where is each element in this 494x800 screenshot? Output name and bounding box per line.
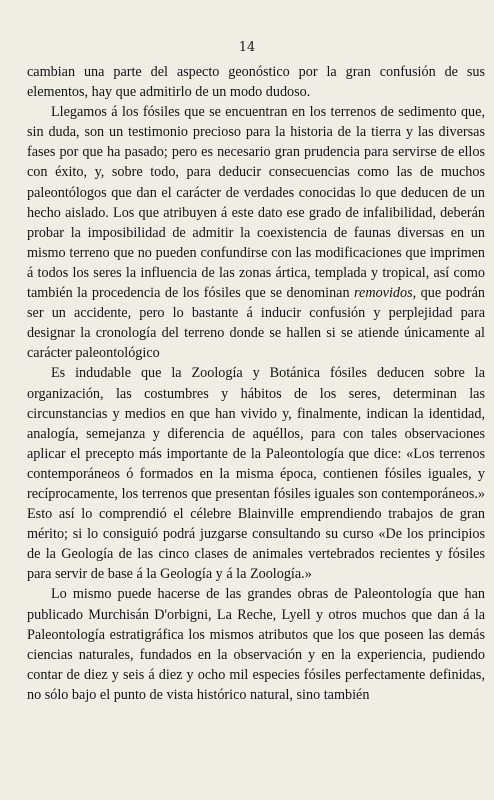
paragraph-3	[27, 363, 485, 584]
paragraph-1	[27, 62, 485, 102]
paragraph-3-text: Es indudable que la Zoología y Botánica fósiles deducen sobre la organización, las costumbres y hábitos de los seres, determinan las circunstancias y medios en que han vivido y, finalmente, indican la identidad, analogía, semejanza y diferencia de aquéllos, para con tales observaciones aplicar el precepto más importante de la Paleontología que dice: «Los terrenos contemporáneos ó formados en la misma época, contienen fósiles iguales, y recíprocamente, los terrenos que presentan fósiles iguales son contemporáneos.» Esto así lo comprendió el célebre Blainville emprendiendo trabajos de gran mérito; si lo consiguió podrá juzgarse consultando su curso «De los principios de la Geología de las cinco clases de animales vertebrados recientes y fósiles para servir de base á la Geología y á la Zoología.»	[27, 365, 485, 583]
paragraph-2-text: Llegamos á los fósiles que se encuentran en los terrenos de sedimento que, sin duda, son un testimonio precioso para la historia de la tierra y las diversas fases por que ha pasado; pero es necesario gran prudencia para servirse de ellos con éxito, y, sobre todo, para deducir consecuencias como las de muchos paleontólogos que dan el carácter de verdades conocidas lo que deducen de un hecho aislado. Los que atribuyen á este dato ese grado de infalibilidad, deberán probar la imposibilidad de admitir la coexistencia de faunas diversas en un mismo terreno que no pueden confundirse con las modificaciones que imprimen á todos los seres la influencia de las zonas ártica, templada y tropical, así como también la procedencia de los fósiles que se denominan	[27, 104, 485, 302]
body-text	[27, 62, 485, 705]
paragraph-2-italic-term: removidos	[354, 285, 413, 302]
page-number: 14	[238, 40, 256, 55]
paragraph-2-text-after: , que podrán ser un accidente, pero lo bastante á inducir confusión y perplejidad para designar la cronología del terreno donde se hallen si se atiende únicamente al carácter paleontológico	[27, 285, 485, 362]
paragraph-2	[27, 102, 485, 363]
paragraph-4	[27, 584, 485, 705]
paragraph-1-text: cambian una parte del aspecto geonóstico por la gran confusión de sus elementos, hay que admitirlo de un modo dudoso.	[27, 64, 485, 101]
paragraph-4-text: Lo mismo puede hacerse de las grandes obras de Paleontología que han publicado Murchisán D'orbigni, La Reche, Lyell y otros muchos que dan á la Paleontología estratigráfica los mismos atributos que los que poseen las demás ciencias naturales, fundados en la observación y en la experiencia, pudiendo contar de diez y seis á diez y ocho mil especies fósiles perfectamente definidas, no sólo bajo el punto de vista histórico natural, sino también	[27, 586, 485, 703]
